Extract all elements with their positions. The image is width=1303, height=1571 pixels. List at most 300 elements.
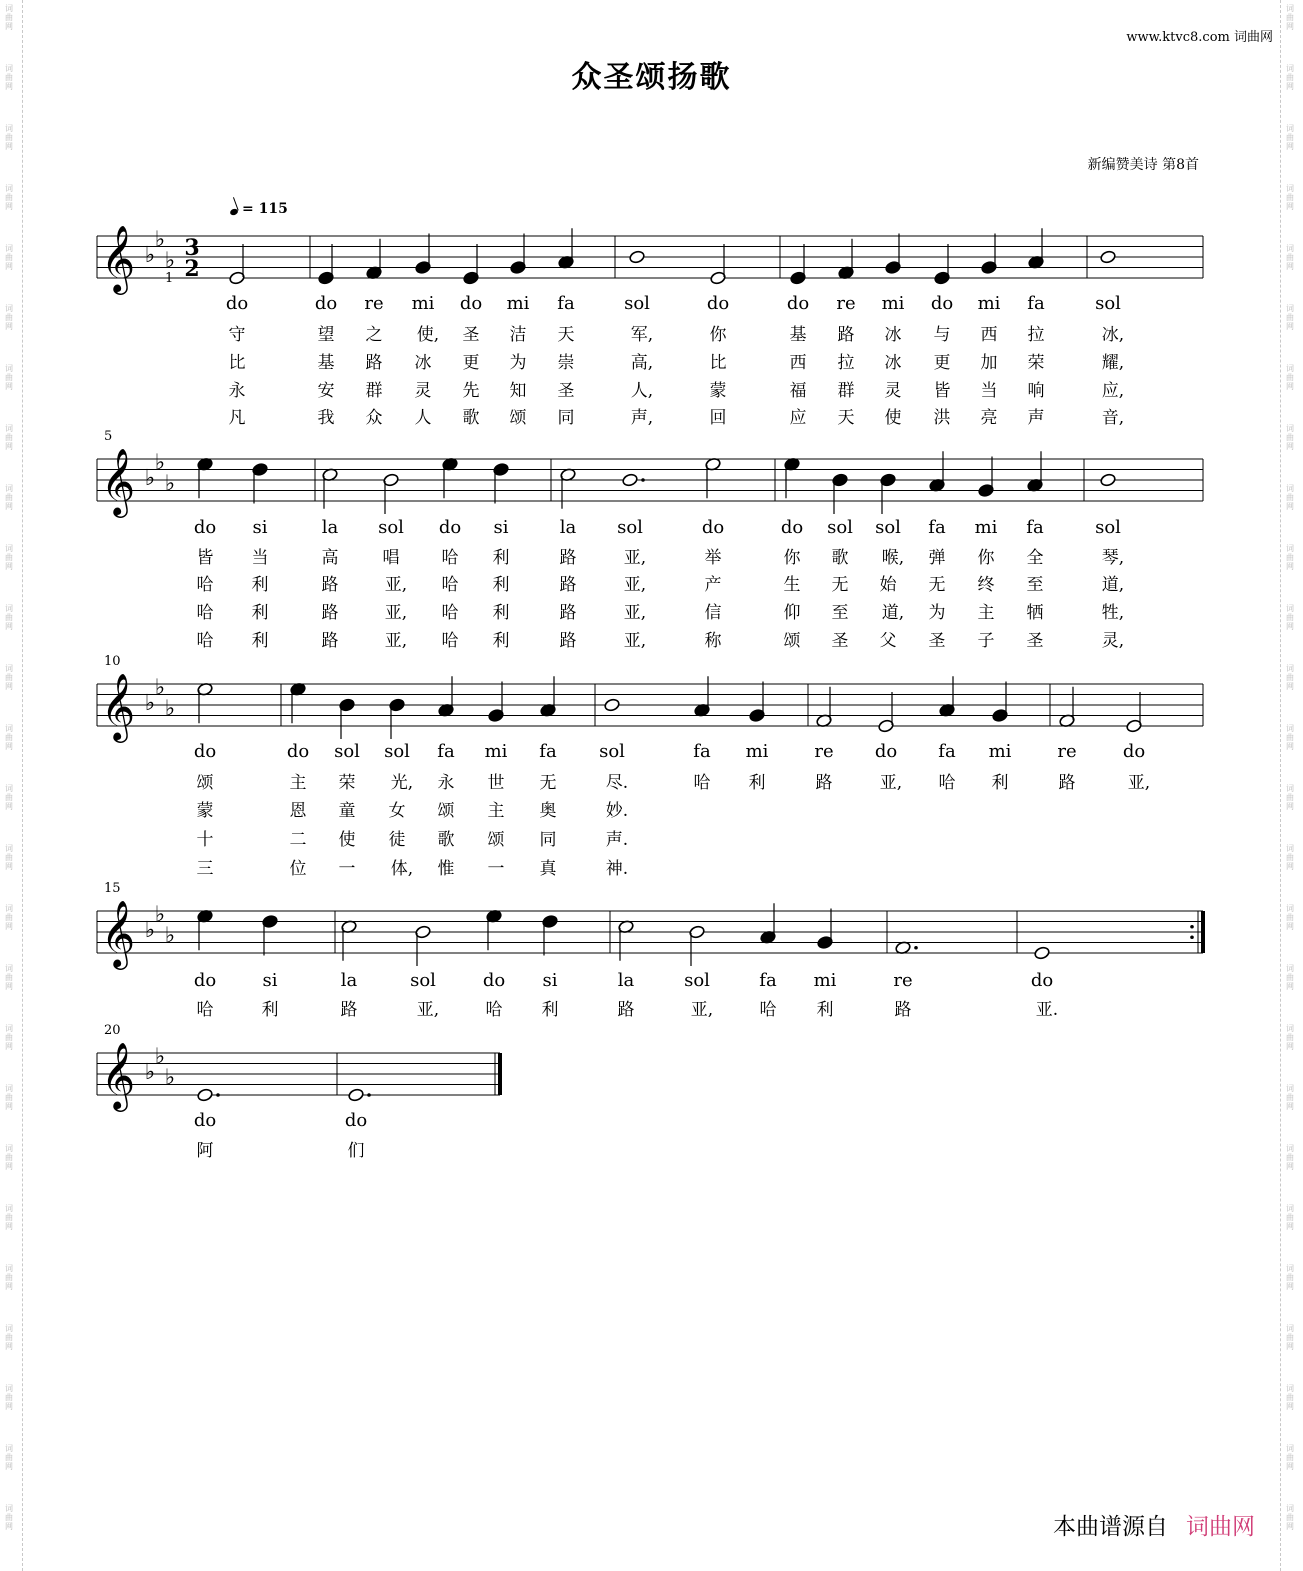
- verse-character: 颂: [437, 801, 455, 821]
- verse-character: 颂: [196, 773, 214, 793]
- verse-character: 一: [487, 859, 505, 879]
- verse-character: 亚.: [1035, 1000, 1059, 1020]
- solfege-syllable: fa: [1027, 293, 1045, 314]
- verse-character: 路: [894, 1000, 912, 1020]
- verse-character: 皆: [933, 381, 951, 401]
- note-head: [197, 1088, 214, 1102]
- solfege-syllable: do: [786, 293, 810, 314]
- verse-character: 洁: [509, 325, 527, 345]
- verse-character: 蒙: [196, 801, 214, 821]
- verse-character: 圣: [831, 631, 849, 651]
- verse-character: 亚,: [879, 773, 903, 793]
- verse-character: 永: [437, 773, 455, 793]
- watermark-mark: 词 曲 网: [5, 1024, 13, 1051]
- verse-character: 子: [977, 631, 995, 651]
- solfege-syllable: sol: [384, 741, 410, 762]
- watermark-mark: 词 曲 网: [1286, 964, 1294, 991]
- watermark-mark: 词 曲 网: [5, 424, 13, 451]
- watermark-mark: 词 曲 网: [5, 1324, 13, 1351]
- verse-character: 父: [879, 631, 897, 651]
- verse-character: 蒙: [709, 381, 727, 401]
- verse-character: 路: [1058, 773, 1076, 793]
- verse-character: 信: [704, 603, 722, 623]
- solfege-syllable: sol: [1095, 293, 1121, 314]
- final-barline: [1201, 911, 1205, 953]
- verse-character: 三: [196, 859, 214, 879]
- verse-character: 十: [196, 830, 214, 850]
- watermark-mark: 词 曲 网: [1286, 604, 1294, 631]
- watermark-mark: 词 曲 网: [5, 544, 13, 571]
- watermark-mark: 词 曲 网: [5, 964, 13, 991]
- watermark-mark: 词 曲 网: [5, 1204, 13, 1231]
- verse-character: 路: [559, 631, 577, 651]
- verse-character: 路: [340, 1000, 358, 1020]
- solfege-syllable: re: [814, 741, 834, 762]
- verse-character: 亚,: [416, 1000, 440, 1020]
- verse-character: 冰,: [1101, 325, 1125, 345]
- verse-character: 更: [933, 353, 951, 373]
- watermark-mark: 词 曲 网: [1286, 64, 1294, 91]
- verse-character: 阿: [196, 1141, 214, 1161]
- bar-number: 20: [104, 1023, 121, 1038]
- verse-character: 比: [709, 353, 727, 373]
- repeat-dot: [1190, 935, 1194, 939]
- verse-character: 群: [365, 381, 383, 401]
- verse-character: 们: [347, 1141, 365, 1161]
- verse-character: 为: [509, 353, 527, 373]
- verse-character: 路: [559, 548, 577, 568]
- verse-character: 真: [539, 859, 557, 879]
- verse-character: 利: [816, 1000, 834, 1020]
- verse-character: 利: [492, 548, 510, 568]
- watermark-mark: 词 曲 网: [1286, 184, 1294, 211]
- verse-character: 无: [831, 575, 849, 595]
- treble-clef-icon: 𝄞: [100, 899, 136, 967]
- solfege-syllable: fa: [557, 293, 575, 314]
- verse-character: 利: [251, 631, 269, 651]
- flat-icon: ♭: [144, 243, 156, 268]
- verse-character: 知: [509, 381, 527, 401]
- verse-character: 仰: [783, 603, 801, 623]
- watermark-mark: 词 曲 网: [1286, 484, 1294, 511]
- watermark-mark: 词 曲 网: [5, 604, 13, 631]
- verse-character: 亚,: [384, 603, 408, 623]
- verse-character: 哈: [196, 631, 214, 651]
- solfege-syllable: fa: [539, 741, 557, 762]
- watermark-mark: 词 曲 网: [5, 364, 13, 391]
- note-head: [629, 250, 646, 264]
- verse-character: 恩: [289, 801, 307, 821]
- flat-icon: ♭: [144, 918, 156, 943]
- verse-character: 牺: [1026, 603, 1044, 623]
- verse-character: 路: [617, 1000, 635, 1020]
- verse-character: 凡: [228, 408, 246, 428]
- verse-character: 琴,: [1101, 548, 1125, 568]
- solfege-syllable: sol: [599, 741, 625, 762]
- solfege-syllable: do: [193, 741, 217, 762]
- verse-character: 皆: [196, 548, 214, 568]
- watermark-mark: 词 曲 网: [1286, 844, 1294, 871]
- verse-character: 一: [338, 859, 356, 879]
- verse-character: 喉,: [881, 548, 905, 568]
- verse-character: 洪: [933, 408, 951, 428]
- watermark-mark: 词 曲 网: [1286, 904, 1294, 931]
- solfege-syllable: sol: [827, 517, 853, 538]
- verse-character: 世: [487, 773, 505, 793]
- verse-character: 圣: [557, 381, 575, 401]
- watermark-mark: 词 曲 网: [5, 64, 13, 91]
- time-signature-bottom: 2: [184, 256, 200, 282]
- flat-icon: ♭: [164, 1065, 176, 1091]
- flat-icon: ♭: [164, 248, 176, 274]
- solfege-syllable: mi: [977, 293, 1001, 314]
- note-head: [1034, 946, 1051, 960]
- verse-character: 高: [321, 548, 339, 568]
- solfege-syllable: re: [1057, 741, 1077, 762]
- verse-character: 我: [317, 408, 335, 428]
- dot: [367, 1093, 371, 1097]
- watermark-mark: 词 曲 网: [5, 484, 13, 511]
- solfege-syllable: mi: [411, 293, 435, 314]
- verse-character: 回: [709, 408, 727, 428]
- verse-character: 荣: [1027, 353, 1045, 373]
- solfege-syllable: do: [1030, 970, 1054, 991]
- verse-character: 永: [228, 381, 246, 401]
- solfege-syllable: do: [286, 741, 310, 762]
- verse-character: 亚,: [623, 548, 647, 568]
- verse-character: 女: [388, 801, 406, 821]
- flat-icon: ♭: [154, 450, 166, 476]
- watermark-mark: 词 曲 网: [1286, 424, 1294, 451]
- watermark-mark: 词 曲 网: [1286, 1264, 1294, 1291]
- verse-character: 荣: [338, 773, 356, 793]
- treble-clef-icon: 𝄞: [100, 447, 136, 515]
- verse-character: 歌: [462, 408, 480, 428]
- verse-character: 颂: [487, 830, 505, 850]
- solfege-syllable: si: [493, 517, 509, 538]
- treble-clef-icon: 𝄞: [100, 1041, 136, 1109]
- verse-character: 冰: [414, 353, 432, 373]
- verse-character: 利: [492, 603, 510, 623]
- watermark-mark: 词 曲 网: [5, 244, 13, 271]
- verse-character: 声.: [605, 830, 629, 850]
- solfege-syllable: do: [193, 1110, 217, 1131]
- verse-character: 耀,: [1101, 353, 1125, 373]
- verse-character: 福: [789, 381, 807, 401]
- watermark-mark: 词 曲 网: [1286, 1444, 1294, 1471]
- solfege-syllable: si: [262, 970, 278, 991]
- verse-character: 哈: [441, 603, 459, 623]
- verse-character: 主: [977, 603, 995, 623]
- verse-character: 天: [557, 325, 575, 345]
- solfege-syllable: do: [459, 293, 483, 314]
- flat-icon: ♭: [154, 1044, 166, 1070]
- watermark-mark: 词 曲 网: [5, 724, 13, 751]
- solfege-syllable: la: [340, 970, 358, 991]
- verse-character: 歌: [831, 548, 849, 568]
- verse-character: 利: [541, 1000, 559, 1020]
- solfege-syllable: sol: [378, 517, 404, 538]
- watermark-mark: 词 曲 网: [5, 4, 13, 31]
- verse-character: 基: [789, 325, 807, 345]
- verse-character: 哈: [759, 1000, 777, 1020]
- verse-character: 徒: [388, 830, 406, 850]
- verse-character: 音,: [1101, 408, 1125, 428]
- verse-character: 举: [704, 548, 722, 568]
- bar-number: 1: [165, 271, 174, 286]
- verse-character: 亚,: [384, 575, 408, 595]
- verse-character: 道,: [1101, 575, 1125, 595]
- solfege-syllable: re: [836, 293, 856, 314]
- verse-character: 奥: [539, 801, 557, 821]
- flat-icon: ♭: [154, 675, 166, 701]
- solfege-syllable: si: [542, 970, 558, 991]
- watermark-mark: 词 曲 网: [1286, 724, 1294, 751]
- watermark-mark: 词 曲 网: [5, 784, 13, 811]
- solfege-syllable: sol: [1095, 517, 1121, 538]
- verse-character: 应: [789, 408, 807, 428]
- watermark-mark: 词 曲 网: [1286, 364, 1294, 391]
- note-head: [622, 473, 639, 487]
- verse-character: 拉: [837, 353, 855, 373]
- solfege-syllable: sol: [410, 970, 436, 991]
- verse-character: 之: [365, 325, 383, 345]
- verse-character: 歌: [437, 830, 455, 850]
- verse-character: 基: [317, 353, 335, 373]
- verse-character: 童: [338, 801, 356, 821]
- verse-character: 冰: [884, 353, 902, 373]
- solfege-syllable: mi: [745, 741, 769, 762]
- solfege-syllable: do: [193, 517, 217, 538]
- verse-character: 终: [977, 575, 995, 595]
- verse-character: 圣: [1026, 631, 1044, 651]
- watermark-mark: 词 曲 网: [1286, 4, 1294, 31]
- flat-icon: ♭: [144, 466, 156, 491]
- watermark-mark: 词 曲 网: [5, 304, 13, 331]
- solfege-syllable: mi: [484, 741, 508, 762]
- verse-character: 哈: [196, 1000, 214, 1020]
- note-head: [1100, 250, 1117, 264]
- verse-character: 牲,: [1101, 603, 1125, 623]
- tempo-value: = 115: [242, 201, 288, 217]
- watermark-mark: 词 曲 网: [5, 1504, 13, 1531]
- verse-character: 妙.: [605, 801, 629, 821]
- watermark-mark: 词 曲 网: [1286, 1144, 1294, 1171]
- verse-character: 亚,: [623, 603, 647, 623]
- verse-character: 亚,: [1127, 773, 1151, 793]
- watermark-mark: 词 曲 网: [1286, 244, 1294, 271]
- solfege-syllable: sol: [334, 741, 360, 762]
- flat-icon: ♭: [144, 1060, 156, 1085]
- verse-character: 路: [321, 575, 339, 595]
- song-title: 众圣颂扬歌: [571, 60, 732, 95]
- watermark-mark: 词 曲 网: [1286, 1504, 1294, 1531]
- flat-icon: ♭: [164, 696, 176, 722]
- verse-character: 路: [559, 575, 577, 595]
- verse-character: 当: [980, 381, 998, 401]
- verse-character: 称: [704, 631, 722, 651]
- watermark-mark: 词 曲 网: [1286, 1324, 1294, 1351]
- verse-character: 神.: [605, 859, 629, 879]
- verse-character: 路: [559, 603, 577, 623]
- footer-brand[interactable]: 词曲网: [1186, 1514, 1255, 1540]
- verse-character: 利: [748, 773, 766, 793]
- dot: [914, 946, 918, 950]
- solfege-syllable: do: [706, 293, 730, 314]
- verse-character: 利: [251, 603, 269, 623]
- verse-character: 颂: [509, 408, 527, 428]
- solfege-syllable: fa: [437, 741, 455, 762]
- solfege-syllable: fa: [1026, 517, 1044, 538]
- verse-character: 望: [317, 325, 335, 345]
- watermark-mark: 词 曲 网: [1286, 1204, 1294, 1231]
- watermark-mark: 词 曲 网: [1286, 1384, 1294, 1411]
- verse-character: 亮: [980, 408, 998, 428]
- verse-character: 冰: [884, 325, 902, 345]
- site-url[interactable]: www.ktvc8.com 词曲网: [1126, 30, 1273, 45]
- verse-character: 全: [1026, 548, 1044, 568]
- watermark-mark: 词 曲 网: [1286, 1024, 1294, 1051]
- solfege-syllable: la: [321, 517, 339, 538]
- solfege-syllable: sol: [875, 517, 901, 538]
- solfege-syllable: mi: [988, 741, 1012, 762]
- verse-character: 颂: [783, 631, 801, 651]
- solfege-syllable: re: [364, 293, 384, 314]
- solfege-syllable: do: [344, 1110, 368, 1131]
- solfege-syllable: mi: [974, 517, 998, 538]
- solfege-syllable: do: [780, 517, 804, 538]
- verse-character: 人,: [630, 381, 654, 401]
- bar-number: 10: [104, 654, 121, 669]
- watermark-mark: 词 曲 网: [1286, 544, 1294, 571]
- verse-character: 军,: [630, 325, 654, 345]
- verse-character: 拉: [1027, 325, 1045, 345]
- final-barline: [498, 1053, 502, 1095]
- verse-character: 高,: [630, 353, 654, 373]
- verse-character: 亚,: [623, 631, 647, 651]
- solfege-syllable: sol: [684, 970, 710, 991]
- verse-character: 你: [783, 548, 801, 568]
- solfege-syllable: sol: [617, 517, 643, 538]
- verse-character: 灵,: [1101, 631, 1125, 651]
- verse-character: 为: [928, 603, 946, 623]
- verse-character: 利: [492, 575, 510, 595]
- watermark-mark: 词 曲 网: [5, 1384, 13, 1411]
- solfege-syllable: re: [893, 970, 913, 991]
- verse-character: 利: [261, 1000, 279, 1020]
- hymn-source: 新编赞美诗 第8首: [1087, 157, 1199, 173]
- verse-character: 比: [228, 353, 246, 373]
- solfege-syllable: mi: [881, 293, 905, 314]
- verse-character: 亚,: [623, 575, 647, 595]
- solfege-syllable: fa: [928, 517, 946, 538]
- solfege-syllable: sol: [624, 293, 650, 314]
- verse-character: 应,: [1101, 381, 1125, 401]
- solfege-syllable: do: [225, 293, 249, 314]
- verse-character: 群: [837, 381, 855, 401]
- watermark-mark: 词 曲 网: [1286, 784, 1294, 811]
- verse-character: 西: [789, 353, 807, 373]
- verse-character: 尽.: [605, 773, 629, 793]
- solfege-syllable: do: [438, 517, 462, 538]
- verse-character: 二: [289, 830, 307, 850]
- verse-character: 哈: [196, 575, 214, 595]
- bar-number: 15: [104, 881, 121, 896]
- watermark-mark: 词 曲 网: [5, 1444, 13, 1471]
- verse-character: 哈: [693, 773, 711, 793]
- treble-clef-icon: 𝄞: [100, 224, 136, 292]
- verse-character: 路: [365, 353, 383, 373]
- watermark-mark: 词 曲 网: [1286, 664, 1294, 691]
- verse-character: 生: [783, 575, 801, 595]
- verse-character: 亚,: [384, 631, 408, 651]
- solfege-syllable: fa: [938, 741, 956, 762]
- verse-character: 弹: [928, 548, 946, 568]
- verse-character: 响: [1027, 381, 1045, 401]
- verse-character: 路: [321, 603, 339, 623]
- watermark-mark: 词 曲 网: [5, 904, 13, 931]
- verse-character: 主: [289, 773, 307, 793]
- solfege-syllable: do: [1122, 741, 1146, 762]
- solfege-syllable: do: [314, 293, 338, 314]
- verse-character: 哈: [441, 548, 459, 568]
- solfege-syllable: do: [482, 970, 506, 991]
- verse-character: 更: [462, 353, 480, 373]
- time-signature-top: 3: [184, 235, 200, 261]
- verse-character: 始: [879, 575, 897, 595]
- footer-credit: [1053, 1508, 1255, 1541]
- verse-character: 崇: [557, 353, 575, 373]
- solfege-syllable: fa: [759, 970, 777, 991]
- flat-icon: ♭: [154, 227, 166, 253]
- verse-character: 同: [557, 408, 575, 428]
- verse-character: 声,: [630, 408, 654, 428]
- verse-character: 哈: [441, 575, 459, 595]
- verse-character: 亚,: [690, 1000, 714, 1020]
- dot: [641, 478, 645, 482]
- verse-character: 使,: [416, 325, 440, 345]
- solfege-syllable: la: [617, 970, 635, 991]
- bar-number: 5: [104, 429, 113, 444]
- watermark-mark: 词 曲 网: [5, 184, 13, 211]
- verse-character: 路: [815, 773, 833, 793]
- verse-character: 声: [1027, 408, 1045, 428]
- verse-character: 先: [462, 381, 480, 401]
- verse-character: 西: [980, 325, 998, 345]
- verse-character: 利: [991, 773, 1009, 793]
- verse-character: 你: [977, 548, 995, 568]
- verse-character: 光,: [390, 773, 414, 793]
- verse-character: 哈: [485, 1000, 503, 1020]
- verse-character: 无: [928, 575, 946, 595]
- verse-character: 至: [1026, 575, 1044, 595]
- footer-prefix: 本曲谱源自: [1053, 1514, 1168, 1540]
- verse-character: 至: [831, 603, 849, 623]
- verse-character: 圣: [928, 631, 946, 651]
- repeat-dot: [1190, 925, 1194, 929]
- verse-character: 位: [289, 859, 307, 879]
- solfege-syllable: la: [559, 517, 577, 538]
- verse-character: 灵: [884, 381, 902, 401]
- watermark-mark: 词 曲 网: [1286, 1084, 1294, 1111]
- watermark-mark: 词 曲 网: [5, 844, 13, 871]
- verse-character: 你: [709, 325, 727, 345]
- solfege-syllable: mi: [506, 293, 530, 314]
- verse-character: 加: [980, 353, 998, 373]
- verse-character: 唱: [382, 548, 400, 568]
- verse-character: 与: [933, 325, 951, 345]
- watermark-mark: 词 曲 网: [5, 664, 13, 691]
